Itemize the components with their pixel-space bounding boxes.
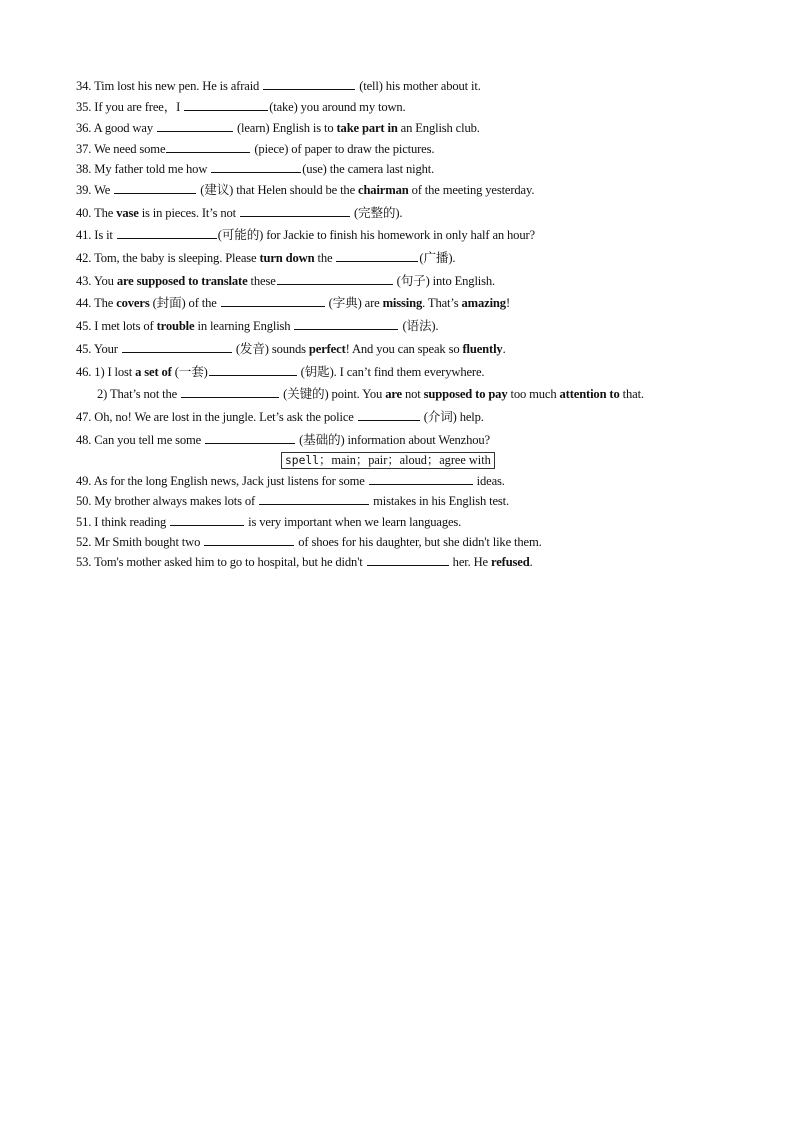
question-48 — [76, 431, 490, 448]
question-51 — [76, 513, 461, 530]
question-42 — [76, 249, 455, 266]
question-36 — [76, 119, 480, 136]
question-46-1 — [76, 363, 484, 380]
question-text: 50. My brother always makes lots of — [76, 494, 259, 508]
answer-blank[interactable] — [204, 533, 294, 546]
question-text: (可能的) for Jackie to finish his homework in only half an hour? — [217, 228, 535, 242]
question-39 — [76, 181, 534, 198]
question-text: . That’s — [422, 296, 462, 310]
question-text: 45. Your — [76, 342, 121, 356]
question-52 — [76, 533, 542, 550]
question-text: 35. If you are free，I — [76, 100, 184, 114]
question-text: in learning English — [194, 319, 294, 333]
question-text: (take) you around my town. — [269, 100, 406, 114]
question-text: these — [247, 274, 276, 288]
question-53 — [76, 553, 533, 570]
question-text: that. — [619, 387, 644, 401]
answer-blank[interactable] — [122, 340, 232, 353]
question-text: ideas. — [473, 474, 505, 488]
question-text: ! — [505, 296, 510, 310]
question-text: 2) That’s not the — [97, 387, 181, 401]
answer-blank[interactable] — [166, 140, 250, 153]
answer-blank[interactable] — [157, 119, 233, 132]
question-text: mistakes in his English test. — [370, 494, 510, 508]
answer-blank[interactable] — [367, 553, 449, 566]
question-text: the — [314, 251, 336, 265]
question-text: (learn) English is to — [233, 121, 337, 135]
question-text: 48. Can you tell me some — [76, 433, 205, 447]
key-word: covers — [116, 296, 150, 310]
word-bank-box — [281, 452, 495, 469]
question-text: her. He — [449, 555, 491, 569]
question-text: (字典) are — [325, 296, 383, 310]
word-bank-rest: ；main；pair；aloud；agree with — [319, 453, 491, 467]
question-text: 34. Tim lost his new pen. He is afraid — [76, 79, 263, 93]
question-text: 39. We — [76, 183, 114, 197]
answer-blank[interactable] — [114, 181, 196, 194]
answer-blank[interactable] — [277, 272, 393, 285]
key-phrase: supposed to pay — [423, 387, 508, 401]
question-text: 44. The — [76, 296, 117, 310]
key-word: fluently — [462, 342, 503, 356]
question-49 — [76, 472, 505, 489]
question-text: 40. The — [76, 206, 117, 220]
key-phrase: take part in — [336, 121, 398, 135]
question-text: is very important when we learn languages. — [245, 515, 462, 529]
question-text: . — [502, 342, 506, 356]
word-bank-first: spell — [285, 454, 320, 467]
question-text: 36. A good way — [76, 121, 156, 135]
key-word: perfect — [308, 342, 346, 356]
question-43 — [76, 272, 495, 289]
answer-blank[interactable] — [117, 226, 217, 239]
question-45a — [76, 317, 438, 334]
key-word: missing — [382, 296, 423, 310]
answer-blank[interactable] — [170, 513, 244, 526]
question-text: 41. Is it — [76, 228, 116, 242]
question-text: (关键的) point. You — [280, 387, 386, 401]
key-word: chairman — [358, 183, 409, 197]
question-text: 38. My father told me how — [76, 162, 211, 176]
key-phrase: attention to — [559, 387, 620, 401]
answer-blank[interactable] — [263, 77, 355, 90]
question-text: 51. I think reading — [76, 515, 170, 529]
question-text: 43. You — [76, 274, 117, 288]
question-text: (tell) his mother about it. — [356, 79, 481, 93]
answer-blank[interactable] — [240, 204, 350, 217]
question-text: is in pieces. It’s not — [138, 206, 239, 220]
key-phrase: are supposed to translate — [116, 274, 248, 288]
key-word: vase — [116, 206, 139, 220]
question-text: (发音) sounds — [232, 342, 309, 356]
question-text: not — [402, 387, 424, 401]
answer-blank[interactable] — [181, 385, 279, 398]
question-text: 37. We need some — [76, 142, 166, 156]
key-word: refused — [491, 555, 530, 569]
question-text: ! And you can speak so — [345, 342, 463, 356]
key-phrase: a set of — [135, 365, 172, 379]
question-47 — [76, 408, 484, 425]
question-text: 42. Tom, the baby is sleeping. Please — [76, 251, 260, 265]
answer-blank[interactable] — [209, 363, 297, 376]
answer-blank[interactable] — [259, 492, 369, 505]
question-text: (句子) into English. — [393, 274, 496, 288]
answer-blank[interactable] — [205, 431, 295, 444]
question-44 — [76, 294, 510, 311]
question-text: 46. 1) I lost — [76, 365, 136, 379]
key-word: trouble — [156, 319, 195, 333]
question-text: (介词) help. — [420, 410, 484, 424]
question-text: an English club. — [397, 121, 480, 135]
question-text: (use) the camera last night. — [302, 162, 435, 176]
question-46-2 — [97, 385, 644, 402]
key-word: amazing — [461, 296, 506, 310]
question-45b — [76, 340, 506, 357]
question-35 — [76, 98, 406, 115]
question-text: (一套) — [171, 365, 208, 379]
question-text: (语法). — [399, 319, 439, 333]
key-phrase: turn down — [259, 251, 315, 265]
question-50 — [76, 492, 509, 509]
answer-blank[interactable] — [358, 408, 420, 421]
question-38 — [76, 160, 434, 177]
answer-blank[interactable] — [221, 294, 325, 307]
answer-blank[interactable] — [336, 249, 418, 262]
answer-blank[interactable] — [211, 160, 301, 173]
question-40 — [76, 204, 402, 221]
question-text: 47. Oh, no! We are lost in the jungle. Let’s ask the police — [76, 410, 357, 424]
question-text: (封面) of the — [149, 296, 220, 310]
question-text: (建议) that Helen should be the — [197, 183, 359, 197]
answer-blank[interactable] — [184, 98, 268, 111]
question-text: 53. Tom's mother asked him to go to hospital, but he didn't — [76, 555, 366, 569]
question-text: too much — [507, 387, 560, 401]
question-text: 45. I met lots of — [76, 319, 157, 333]
question-text: (完整的). — [351, 206, 403, 220]
question-text: . — [529, 555, 533, 569]
answer-blank[interactable] — [294, 317, 398, 330]
question-text: 49. As for the long English news, Jack just listens for some — [76, 474, 368, 488]
question-text: of shoes for his daughter, but she didn't like them. — [295, 535, 542, 549]
question-text: of the meeting yesterday. — [408, 183, 535, 197]
question-text: (piece) of paper to draw the pictures. — [251, 142, 435, 156]
answer-blank[interactable] — [369, 472, 473, 485]
question-text: (基础的) information about Wenzhou? — [296, 433, 490, 447]
question-41 — [76, 226, 535, 243]
question-text: (钥匙). I can’t find them everywhere. — [297, 365, 485, 379]
question-text: 52. Mr Smith bought two — [76, 535, 204, 549]
question-34 — [76, 77, 481, 94]
key-word: are — [385, 387, 402, 401]
question-text: (广播). — [419, 251, 456, 265]
question-37 — [76, 140, 434, 157]
